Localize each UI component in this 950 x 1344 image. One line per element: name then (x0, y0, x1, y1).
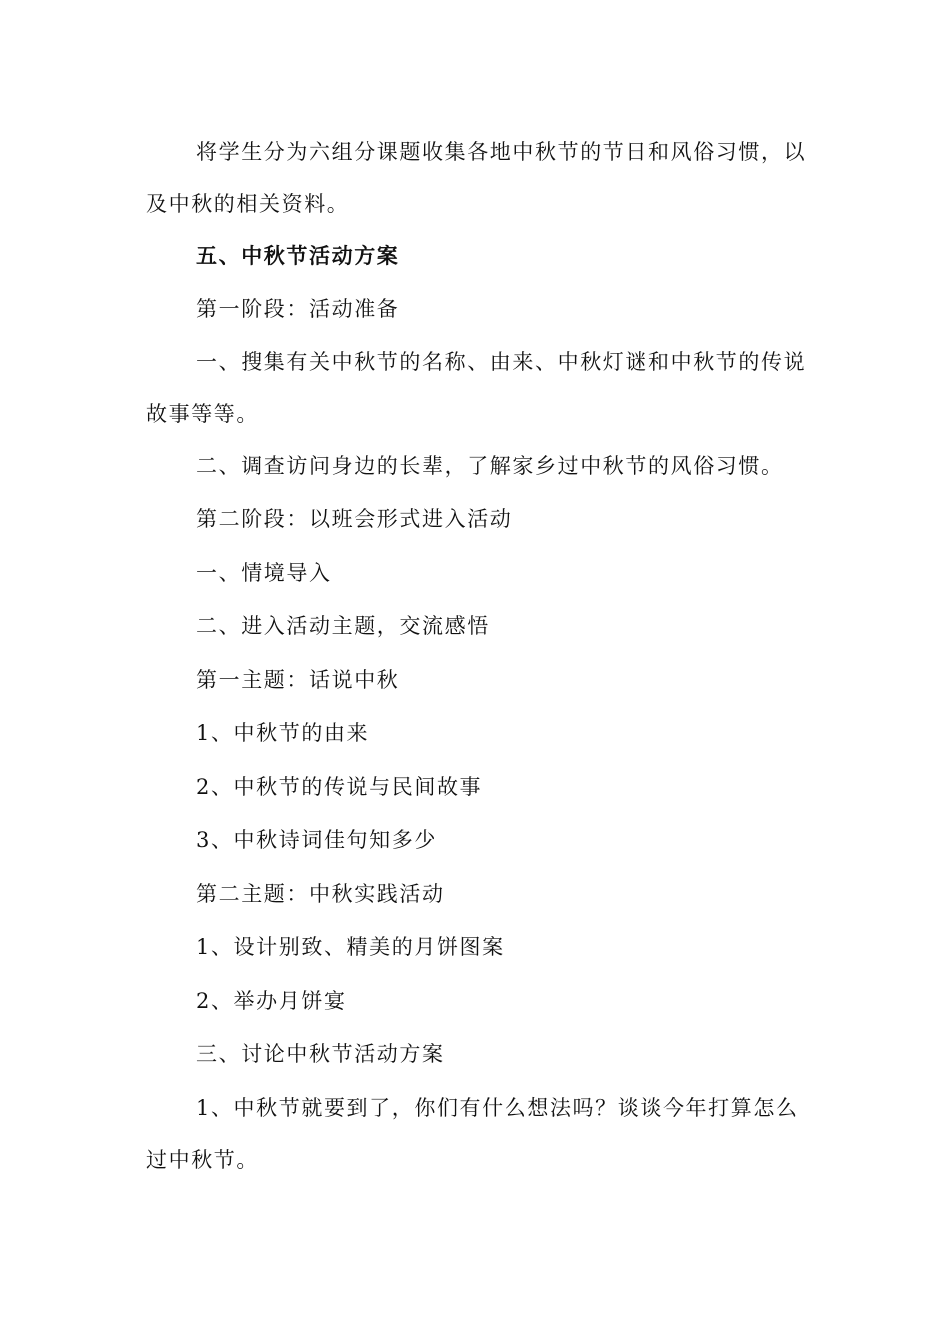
paragraph-survey: 二、调查访问身边的长辈，了解家乡过中秋节的风俗习惯。 (196, 454, 784, 478)
list-item: 1、设计别致、精美的月饼图案 (196, 935, 505, 959)
list-item: 1、中秋节的由来 (196, 721, 370, 745)
paragraph-intro: 将学生分为六组分课题收集各地中秋节的节日和风俗习惯，以及中秋的相关资料。 (146, 140, 807, 216)
list-item: 3、中秋诗词佳句知多少 (196, 828, 437, 852)
section-heading: 五、中秋节活动方案 (196, 243, 400, 268)
paragraph-collect: 一、搜集有关中秋节的名称、由来、中秋灯谜和中秋节的传说故事等等。 (146, 350, 807, 426)
paragraph-discussion: 1、中秋节就要到了，你们有什么想法吗？谈谈今年打算怎么过中秋节。 (146, 1096, 799, 1172)
list-item: 二、进入活动主题，交流感悟 (196, 614, 490, 638)
list-item: 三、讨论中秋节活动方案 (196, 1042, 445, 1066)
list-item: 2、举办月饼宴 (196, 989, 347, 1013)
stage-one-heading: 第一阶段：活动准备 (196, 297, 400, 321)
list-item: 一、情境导入 (196, 561, 332, 585)
stage-two-heading: 第二阶段：以班会形式进入活动 (196, 507, 513, 531)
list-item: 2、中秋节的传说与民间故事 (196, 775, 483, 799)
theme-two-heading: 第二主题：中秋实践活动 (196, 882, 445, 906)
theme-one-heading: 第一主题：话说中秋 (196, 668, 400, 692)
